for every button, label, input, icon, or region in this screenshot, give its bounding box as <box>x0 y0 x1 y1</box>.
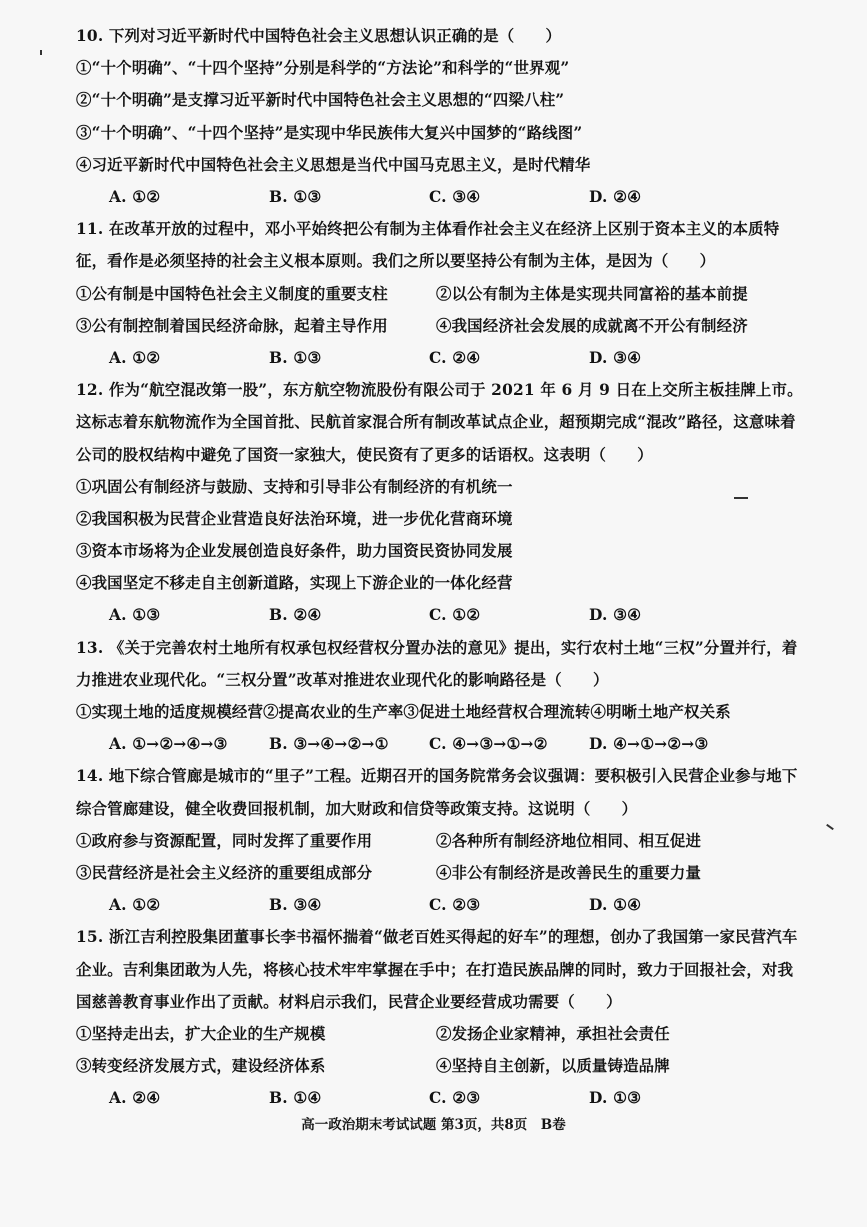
question-11-statement-1: ①公有制是中国特色社会主义制度的重要支柱 <box>76 284 388 303</box>
question-11-statements-row-1 <box>76 278 806 310</box>
question-list <box>76 20 806 1115</box>
option-c[interactable]: C. ①② <box>429 606 481 625</box>
option-d[interactable]: D. ①③ <box>589 1089 642 1108</box>
question-10-statement-3: ③“十个明确”、“十四个坚持”是实现中华民族伟大复兴中国梦的“路线图” <box>76 123 583 142</box>
question-14-statement-1: ①政府参与资源配置，同时发挥了重要作用 <box>76 831 373 850</box>
option-a[interactable]: A. ①② <box>109 187 161 206</box>
option-c[interactable]: C. ④→③→①→② <box>429 735 548 754</box>
option-d[interactable]: D. ③④ <box>589 606 642 625</box>
option-b[interactable]: B. ③→④→②→① <box>269 735 389 754</box>
option-c[interactable]: C. ②③ <box>429 896 481 915</box>
question-14-statements-row-1 <box>76 825 806 857</box>
question-10-options <box>76 181 806 213</box>
question-14-statement-2: ②各种所有制经济地位相同、相互促进 <box>436 831 702 850</box>
question-11-statement-3: ③公有制控制着国民经济命脉，起着主导作用 <box>76 316 388 335</box>
option-c[interactable]: C. ③④ <box>429 187 481 206</box>
question-11-stem: 11. 在改革开放的过程中，邓小平始终把公有制为主体看作社会主义在经济上区别于资本主义的本质特征，看作是必须坚持的社会主义根本原则。我们之所以要坚持公有制为主体，是因为（ ） <box>76 220 780 271</box>
question-15-statements-row-2 <box>76 1050 806 1082</box>
option-c[interactable]: C. ②③ <box>429 1089 481 1108</box>
question-10-statement-4: ④习近平新时代中国特色社会主义思想是当代中国马克思主义，是时代精华 <box>76 155 591 174</box>
question-14-statement-4: ④非公有制经济是改善民生的重要力量 <box>436 864 702 883</box>
question-10-statement-1: ①“十个明确”、“十四个坚持”分别是科学的“方法论”和科学的“世界观” <box>76 59 570 78</box>
option-a[interactable]: A. ①② <box>109 348 161 367</box>
option-b[interactable]: B. ①③ <box>269 348 322 367</box>
question-11-statement-4: ④我国经济社会发展的成就离不开公有制经济 <box>436 316 748 335</box>
scan-mark <box>734 497 748 499</box>
question-15-statement-1: ①坚持走出去，扩大企业的生产规模 <box>76 1025 326 1044</box>
option-d[interactable]: D. ③④ <box>589 348 642 367</box>
question-11-statements-row-2 <box>76 310 806 342</box>
question-15-options <box>76 1082 806 1114</box>
option-d[interactable]: D. ②④ <box>589 187 642 206</box>
option-a[interactable]: A. ①② <box>109 896 161 915</box>
question-12-statement-2: ②我国积极为民营企业营造良好法治环境，进一步优化营商环境 <box>76 509 513 528</box>
question-11-options <box>76 342 806 374</box>
question-12-statement-1: ①巩固公有制经济与鼓励、支持和引导非公有制经济的有机统一 <box>76 477 513 496</box>
option-b[interactable]: B. ③④ <box>269 896 322 915</box>
scan-mark <box>826 824 834 830</box>
question-15-statements-row-1 <box>76 1018 806 1050</box>
question-14-statement-3: ③民营经济是社会主义经济的重要组成部分 <box>76 864 373 883</box>
option-d[interactable]: D. ①④ <box>589 896 642 915</box>
question-13-options <box>76 728 806 760</box>
question-14-stem: 14. 地下综合管廊是城市的“里子”工程。近期召开的国务院常务会议强调：要积极引入民营企业参与地下综合管廊建设，健全收费回报机制，加大财政和信贷等政策支持。这说明（ ） <box>76 767 798 818</box>
question-13-stem: 13. 《关于完善农村土地所有权承包权经营权分置办法的意见》提出，实行农村土地“三权”分置并行，着力推进农业现代化。“三权分置”改革对推进农业现代化的影响路径是（ ） <box>76 638 798 689</box>
question-12-stem: 12. 作为“航空混改第一股”，东方航空物流股份有限公司于 2021 年 6 月 9 日在上交所主板挂牌上市。这标志着东航物流作为全国首批、民航首家混合所有制改革试点企业，超预期完成“混改”路径，这意味着公司的股权结构中避免了国资一家独大，使民资有了更多的话语权。这表明（ ） <box>76 381 803 464</box>
question-13-statements: ①实现土地的适度规模经营②提高农业的生产率③促进土地经营权合理流转④明晰土地产权关系 <box>76 703 731 722</box>
option-a[interactable]: A. ①→②→④→③ <box>109 735 228 754</box>
question-15-statement-4: ④坚持自主创新，以质量铸造品牌 <box>436 1057 670 1076</box>
question-12-statement-4: ④我国坚定不移走自主创新道路，实现上下游企业的一体化经营 <box>76 574 513 593</box>
scan-mark <box>40 50 42 55</box>
question-10-stem: 10. 下列对习近平新时代中国特色社会主义思想认识正确的是（ ） <box>76 27 562 45</box>
option-a[interactable]: A. ①③ <box>109 606 161 625</box>
question-15-statement-3: ③转变经济发展方式，建设经济体系 <box>76 1057 326 1076</box>
question-15-stem: 15. 浙江吉利控股集团董事长李书福怀揣着“做老百姓买得起的好车”的理想，创办了我国第一家民营汽车企业。吉利集团敢为人先，将核心技术牢牢掌握在手中；在打造民族品牌的同时，致力于回报社会，对我国慈善教育事业作出了贡献。材料启示我们，民营企业要经营成功需要（ ） <box>76 928 798 1011</box>
question-12-options <box>76 599 806 631</box>
question-14-options <box>76 889 806 921</box>
option-a[interactable]: A. ②④ <box>109 1089 161 1108</box>
question-10-statement-2: ②“十个明确”是支撑习近平新时代中国特色社会主义思想的“四梁八柱” <box>76 91 565 110</box>
question-14-statements-row-2 <box>76 857 806 889</box>
page-footer: 高一政治期末考试试题 第3页，共8页 B卷 <box>301 1117 566 1133</box>
option-b[interactable]: B. ①③ <box>269 187 322 206</box>
option-c[interactable]: C. ②④ <box>429 348 481 367</box>
question-12-statement-3: ③资本市场将为企业发展创造良好条件，助力国资民资协同发展 <box>76 542 513 561</box>
option-d[interactable]: D. ④→①→②→③ <box>589 735 709 754</box>
question-11-statement-2: ②以公有制为主体是实现共同富裕的基本前提 <box>436 284 748 303</box>
option-b[interactable]: B. ①④ <box>269 1089 322 1108</box>
option-b[interactable]: B. ②④ <box>269 606 322 625</box>
question-15-statement-2: ②发扬企业家精神，承担社会责任 <box>436 1025 670 1044</box>
